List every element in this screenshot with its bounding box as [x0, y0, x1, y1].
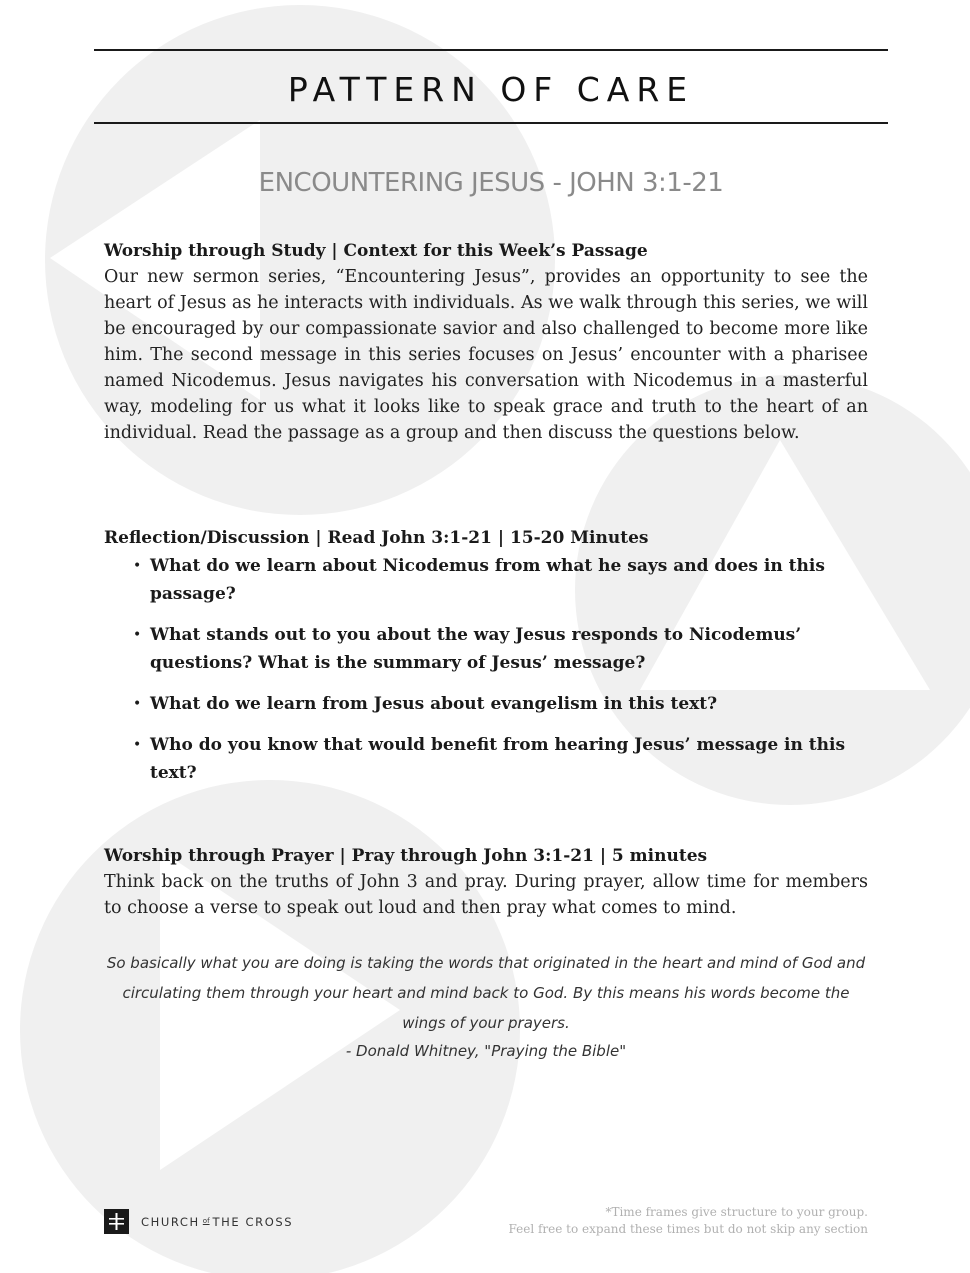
- footer-note-line: Feel free to expand these times but do not skip any section: [508, 1222, 868, 1236]
- question-text: Who do you know that would benefit from hearing Jesus’ message in this text?: [150, 735, 846, 783]
- study-heading: Worship through Study | Context for this Week’s Passage: [104, 241, 648, 261]
- list-item: [133, 690, 868, 718]
- quote-text: So basically what you are doing is taking the words that originated in the heart and mind of God and circulating them through your heart and mind back to God. By this means his words become the wings of your prayers.: [106, 954, 866, 1032]
- question-text: What do we learn about Nicodemus from what he says and does in this passage?: [150, 556, 825, 604]
- logo-word-the-cross: THE CROSS: [212, 1214, 294, 1229]
- list-item: [133, 621, 868, 677]
- reflection-heading: Reflection/Discussion | Read John 3:1-21 | 15-20 Minutes: [104, 528, 649, 548]
- logo-word-church: CHURCH: [141, 1214, 200, 1229]
- quote-attribution: - Donald Whitney, "Praying the Bible": [345, 1042, 627, 1060]
- page-title: PATTERN OF CARE: [287, 70, 695, 109]
- logo-wordmark: [141, 1215, 293, 1229]
- prayer-body: Think back on the truths of John 3 and pray. During prayer, allow time for members to choose a verse to speak out loud and then pray what comes to mind.: [104, 872, 868, 918]
- reflection-section: [104, 525, 868, 800]
- question-list: [104, 552, 868, 787]
- list-item: [133, 552, 868, 608]
- study-section: [104, 238, 868, 446]
- prayer-heading: Worship through Prayer | Pray through John 3:1-21 | 5 minutes: [104, 846, 708, 866]
- quote-block: [104, 948, 868, 1064]
- bullet-icon: •: [133, 737, 142, 753]
- top-rule: [94, 49, 888, 51]
- study-body: Our new sermon series, “Encountering Jesus”, provides an opportunity to see the heart of Jesus as he interacts with individuals. As we walk through this series, we will be encouraged by our compassionate savior and also challenged to become more like him. The second message in this series focuses on Jesus’ encounter with a pharisee named Nicodemus. Jesus navigates his conversation with Nicodemus in a masterful way, modeling for us what it looks like to speak grace and truth to the heart of an individual. Read the passage as a group and then discuss the questions below.: [104, 267, 868, 443]
- question-text: What do we learn from Jesus about evangelism in this text?: [150, 694, 718, 714]
- question-text: What stands out to you about the way Jesus responds to Nicodemus’ questions? What is the summary of Jesus’ message?: [150, 625, 802, 673]
- bullet-icon: •: [133, 696, 142, 712]
- footer-note: [508, 1204, 868, 1238]
- title-underline: [94, 122, 888, 124]
- bullet-icon: •: [133, 558, 142, 574]
- footer-note-line: *Time frames give structure to your group.: [605, 1205, 868, 1219]
- church-logo: [104, 1209, 293, 1234]
- bullet-icon: •: [133, 627, 142, 643]
- prayer-section: [104, 843, 868, 921]
- list-item: [133, 731, 868, 787]
- logo-word-of: of: [202, 1216, 210, 1225]
- page-subtitle: ENCOUNTERING JESUS - JOHN 3:1-21: [258, 168, 724, 198]
- cross-icon: [104, 1209, 129, 1234]
